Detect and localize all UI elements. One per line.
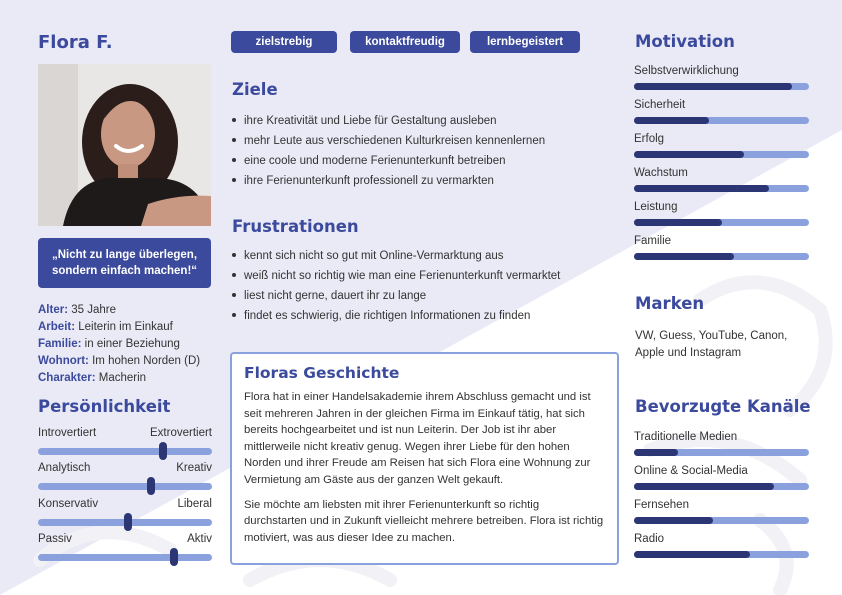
fact-character: Charakter: Macherin <box>38 372 147 384</box>
story-paragraph: Flora hat in einer Handelsakademie ihrem Abschluss gemacht und ist seit mehreren Jahren in der gleichen Firma im Einkauf tätig, hat sich bereits hochgearbeitet und ist nun Leiterin. Der Job ist ihr aber mittlerweile nicht kreativ genug. Wegen ihrer Liebe für den hohen Norden und ihrer Freude am Reisen hat sich Flora eine Wohnung zur Vermietung am Gäste aus der ganzen Welt gekauft. <box>244 391 591 486</box>
meter-fill <box>634 151 744 158</box>
list-item: weiß nicht so richtig wie man eine Ferienunterkunft vermarktet <box>232 266 560 286</box>
list-item: ihre Ferienunterkunft professionell zu vermarkten <box>232 171 545 191</box>
motivation-meter <box>634 99 809 129</box>
persona-facts <box>38 302 200 387</box>
meter-track <box>634 253 809 260</box>
channel-meter <box>634 533 809 563</box>
trait-analytic-creative <box>38 462 212 492</box>
tag-lernbegeistert: lernbegeistert <box>470 31 580 53</box>
persona-quote: „Nicht zu lange überlegen, sondern einfach machen!“ <box>38 238 211 288</box>
meter-fill <box>634 219 722 226</box>
story-title: Floras Geschichte <box>244 364 400 382</box>
list-item: eine coole und moderne Ferienunterkunft betreiben <box>232 151 545 171</box>
motivation-meter <box>634 235 809 265</box>
meter-label: Sicherheit <box>634 99 686 111</box>
trait-slider-track <box>38 483 212 490</box>
meter-track <box>634 185 809 192</box>
goals-title: Ziele <box>232 80 278 99</box>
trait-right-label: Aktiv <box>187 533 212 545</box>
personality-title: Persönlichkeit <box>38 397 171 416</box>
list-item: kennt sich nicht so gut mit Online-Vermarktung aus <box>232 246 560 266</box>
trait-slider-knob <box>124 513 132 531</box>
meter-label: Selbstverwirklichung <box>634 65 739 77</box>
fact-residence: Wohnort: Im hohen Norden (D) <box>38 355 201 367</box>
story-paragraph: Sie möchte am liebsten mit ihrer Ferienunterkunft so richtig durchstarten und in Zukunft vielleicht mehrere betreiben. Flora ist richtig motiviert, was aus dieser Idee zu machen. <box>244 498 604 544</box>
meter-label: Leistung <box>634 201 678 213</box>
channel-meter <box>634 431 809 461</box>
meter-track <box>634 517 809 524</box>
meter-track <box>634 449 809 456</box>
motivation-meter <box>634 167 809 197</box>
meter-track <box>634 551 809 558</box>
motivation-meter <box>634 65 809 95</box>
channel-meter <box>634 465 809 495</box>
meter-label: Traditionelle Medien <box>634 431 738 443</box>
trait-slider-knob <box>147 477 155 495</box>
meter-label: Fernsehen <box>634 499 689 511</box>
trait-introvert-extrovert <box>38 427 212 457</box>
frustrations-title: Frustrationen <box>232 217 359 236</box>
meter-track <box>634 483 809 490</box>
fact-age: Alter: 35 Jahre <box>38 304 116 316</box>
meter-label: Online & Social-Media <box>634 465 748 477</box>
story-box <box>230 352 619 565</box>
motivation-meter <box>634 133 809 163</box>
trait-right-label: Liberal <box>177 498 212 510</box>
meter-fill <box>634 253 734 260</box>
meter-fill <box>634 551 750 558</box>
tag-kontaktfreudig: kontaktfreudig <box>350 31 460 53</box>
persona-name: Flora F. <box>38 32 113 53</box>
meter-fill <box>634 83 792 90</box>
list-item: ihre Kreativität und Liebe für Gestaltung ausleben <box>232 111 545 131</box>
fact-family: Familie: in einer Beziehung <box>38 338 180 350</box>
meter-track <box>634 83 809 90</box>
trait-left-label: Introvertiert <box>38 427 97 439</box>
trait-slider-track <box>38 448 212 455</box>
meter-fill <box>634 449 678 456</box>
meter-label: Familie <box>634 235 672 247</box>
meter-track <box>634 151 809 158</box>
trait-passive-active <box>38 533 212 563</box>
trait-left-label: Konservativ <box>38 498 99 510</box>
meter-label: Radio <box>634 533 665 545</box>
trait-right-label: Extrovertiert <box>150 427 212 439</box>
trait-conservative-liberal <box>38 498 212 528</box>
trait-slider-knob <box>170 548 178 566</box>
channel-meter <box>634 499 809 529</box>
list-item: findet es schwierig, die richtigen Informationen zu finden <box>232 306 560 326</box>
motivation-meter <box>634 201 809 231</box>
tag-zielstrebig: zielstrebig <box>231 31 337 53</box>
brands-text: VW, Guess, YouTube, Canon, Apple und Instagram <box>635 330 788 359</box>
trait-right-label: Kreativ <box>176 462 212 474</box>
meter-label: Erfolg <box>634 133 665 145</box>
goals-list <box>232 111 545 191</box>
motivation-title: Motivation <box>635 32 735 51</box>
brands-title: Marken <box>635 294 705 313</box>
trait-slider-track <box>38 554 212 561</box>
trait-left-label: Analytisch <box>38 462 91 474</box>
meter-track <box>634 117 809 124</box>
frustrations-list <box>232 246 560 326</box>
meter-fill <box>634 483 774 490</box>
list-item: mehr Leute aus verschiedenen Kulturkreisen kennenlernen <box>232 131 545 151</box>
trait-left-label: Passiv <box>38 533 72 545</box>
meter-fill <box>634 517 713 524</box>
fact-work: Arbeit: Leiterin im Einkauf <box>38 321 173 333</box>
meter-label: Wachstum <box>634 167 688 179</box>
trait-slider-knob <box>159 442 167 460</box>
meter-fill <box>634 117 709 124</box>
channels-title: Bevorzugte Kanäle <box>635 397 811 416</box>
meter-track <box>634 219 809 226</box>
meter-fill <box>634 185 769 192</box>
list-item: liest nicht gerne, dauert ihr zu lange <box>232 286 560 306</box>
persona-photo <box>38 64 211 226</box>
